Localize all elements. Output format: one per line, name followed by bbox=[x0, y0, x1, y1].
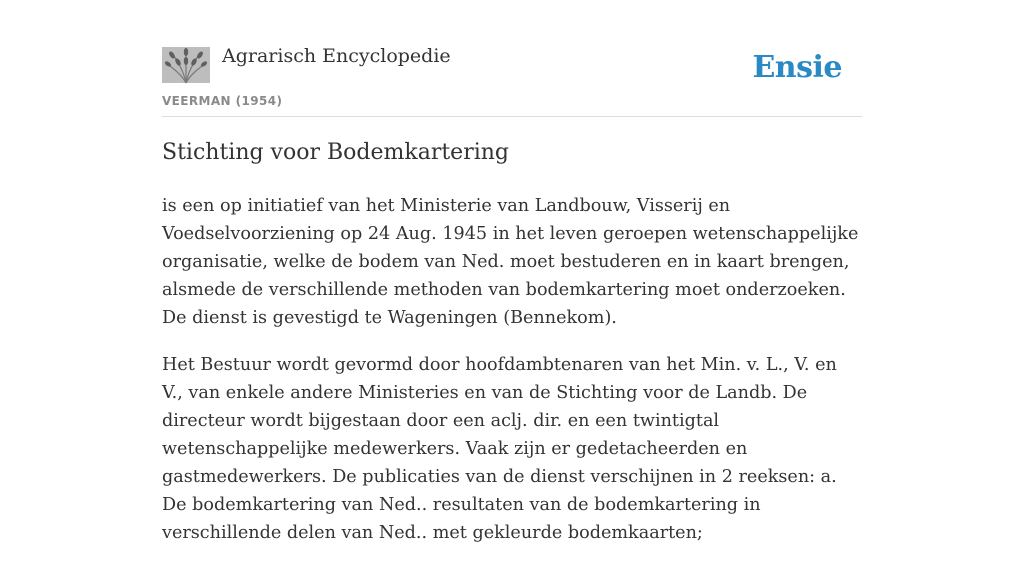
ensie-logo[interactable]: Ensie bbox=[752, 50, 842, 85]
source-title[interactable]: Agrarisch Encyclopedie bbox=[222, 45, 451, 67]
entry-paragraph: is een op initiatief van het Ministerie van Landbouw, Visserij en Voedselvoorziening op 24 Aug. 1945 in het leven geroepen wetenschappelijke organisatie, welke de bodem van Ned. moet bestuderen en in kaart brengen, alsmede de verschillende methoden van bodemkartering moet onderzoeken. De dienst is gevestigd te Wageningen (Bennekom). bbox=[162, 196, 859, 328]
article bbox=[162, 0, 862, 543]
source-header bbox=[162, 0, 862, 117]
entry-paragraph: Het Bestuur wordt gevormd door hoofdambtenaren van het Min. v. L., V. en V., van enkele andere Ministeries en van de Stichting voor de Landb. De directeur wordt bijgestaan door een aclj. dir. en een twintigtal wetenschappelijke medewerkers. Vaak zijn er gedetacheerden en gastmedewerkers. De publicaties van de dienst verschijnen in 2 reeksen: a. De bodemkartering van Ned.. resultaten van de bodemkartering in verschillende delen van Ned.. met gekleurde bodemkaarten; bbox=[162, 355, 837, 543]
entry-title: Stichting voor Bodemkartering bbox=[162, 140, 509, 165]
source-author: VEERMAN (1954) bbox=[162, 94, 283, 108]
entry-body bbox=[162, 192, 862, 566]
wheat-logo-icon[interactable] bbox=[162, 47, 210, 83]
